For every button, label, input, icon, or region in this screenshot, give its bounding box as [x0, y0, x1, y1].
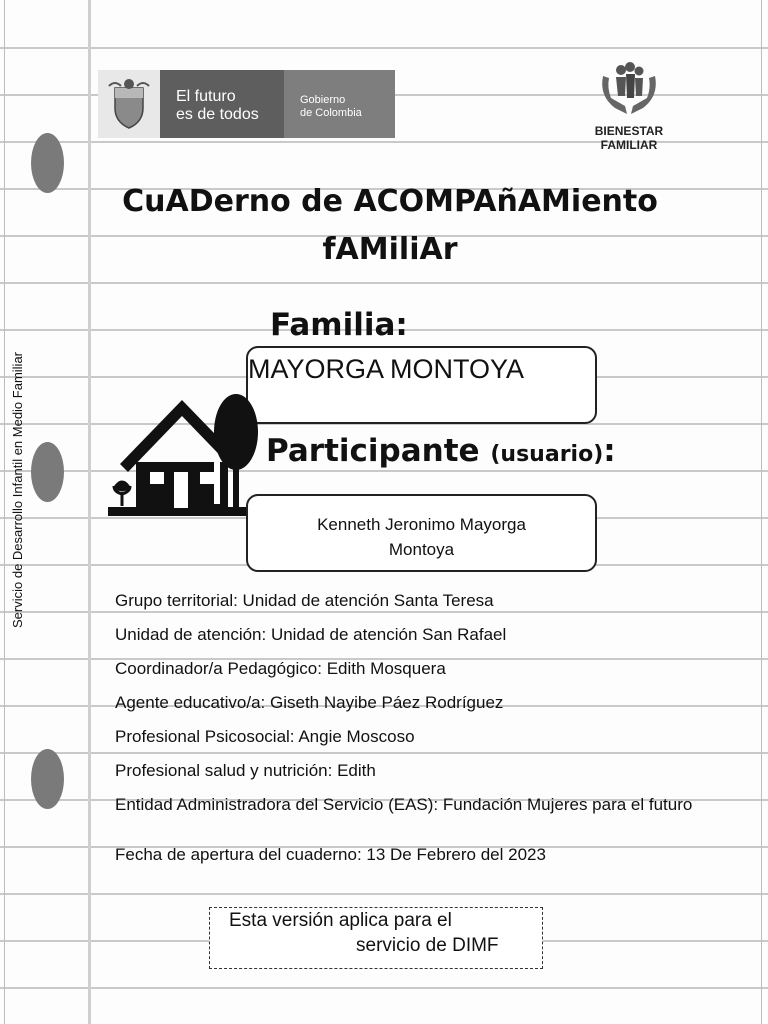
binder-hole — [31, 133, 64, 193]
government-logo — [98, 70, 395, 138]
version-note — [209, 907, 543, 969]
binder-hole — [31, 749, 64, 809]
info-coordinador: Coordinador/a Pedagógico: Edith Mosquera — [115, 659, 446, 678]
version-note-line1: Esta versión aplica para el — [229, 910, 452, 931]
info-list — [115, 589, 735, 877]
participant-name-line2: Montoya — [388, 540, 455, 559]
bienestar-familiar-logo — [590, 62, 668, 151]
gov-name — [284, 70, 395, 138]
info-unidad-atencion: Unidad de atención: Unidad de atención San Rafael — [115, 625, 507, 644]
participant-label — [266, 433, 616, 469]
page-title — [110, 178, 670, 274]
gov-name-line2: de Colombia — [300, 107, 362, 119]
family-box — [246, 346, 597, 424]
info-profesional-salud: Profesional salud y nutrición: Edith — [115, 761, 376, 780]
icbf-text-line1: BIENESTAR — [594, 124, 664, 138]
family-hands-icon — [597, 62, 661, 118]
colombia-crest-icon — [98, 70, 160, 138]
participant-label-main: Participante — [266, 433, 480, 469]
gov-slogan-line2: es de todos — [176, 106, 259, 123]
participant-name — [246, 512, 597, 562]
info-fecha-apertura: Fecha de apertura del cuaderno: 13 De Febrero del 2023 — [115, 845, 546, 864]
participant-name-line1: Kenneth Jeronimo Mayorga — [317, 515, 526, 534]
gov-name-line1: Gobierno — [300, 94, 346, 106]
side-service-text: Servicio de Desarrollo Infantil en Medio Familiar — [10, 351, 25, 628]
title-line2: fAMiliAr — [322, 232, 458, 267]
participant-box — [246, 494, 597, 572]
info-profesional-psicosocial: Profesional Psicosocial: Angie Moscoso — [115, 727, 415, 746]
gov-slogan — [160, 70, 284, 138]
info-grupo-territorial: Grupo territorial: Unidad de atención Santa Teresa — [115, 591, 494, 610]
family-name: MAYORGA MONTOYA — [248, 354, 525, 384]
info-entidad-administradora: Entidad Administradora del Servicio (EAS): Fundación Mujeres para el futuro — [115, 795, 693, 814]
version-note-line2: servicio de DIMF — [356, 935, 499, 956]
icbf-text-line2: FAMILIAR — [600, 138, 658, 152]
family-label: Familia: — [270, 307, 408, 343]
title-line1: CuADerno de ACOMPAñAMiento — [122, 184, 658, 219]
binder-hole — [31, 442, 64, 502]
participant-label-usuario: (usuario) — [490, 442, 604, 467]
house-tree-icon — [106, 392, 262, 520]
participant-label-colon: : — [603, 433, 616, 469]
info-agente-educativo: Agente educativo/a: Giseth Nayibe Páez Rodríguez — [115, 693, 504, 712]
gov-slogan-line1: El futuro — [176, 88, 236, 105]
